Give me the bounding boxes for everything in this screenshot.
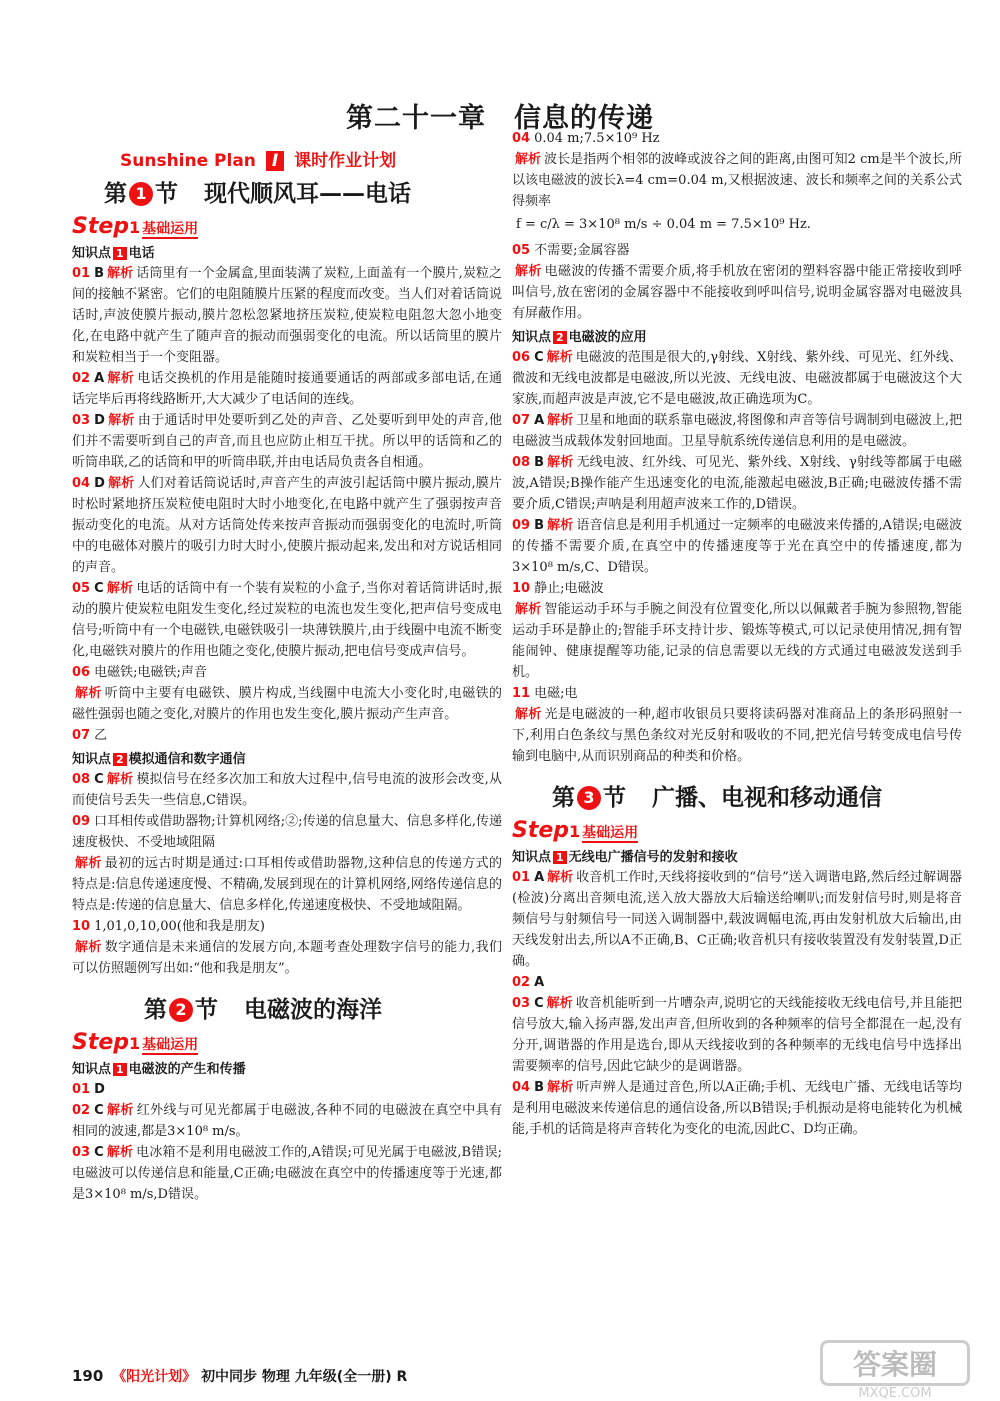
answer-item [512,867,962,972]
answer-item [512,240,962,324]
analysis-label: 解析 [547,1080,574,1095]
analysis-label: 解析 [515,152,542,167]
analysis-label: 解析 [546,996,573,1011]
frequency-formula: f = c/λ = 3×10⁸ m/s ÷ 0.04 m = 7.5×10⁹ Hz. [516,217,811,232]
step-heading [72,214,502,240]
analysis-label: 解析 [515,707,542,722]
step-num: 1 [129,1034,141,1053]
section-1-title [104,175,502,208]
analysis-label: 解析 [547,413,574,428]
q-answer: C [94,581,104,596]
q-num: 04 [512,131,531,146]
analysis-label: 解析 [75,940,102,955]
answer-item [72,662,502,725]
plan-name: Sunshine Plan [120,151,256,171]
q-answer: 口耳相传或借助器物;计算机网络;②;传递的信息量大、信息多样化,传递速度极快、不受地域阻隔 [72,814,502,850]
q-explanation: 听筒中主要有电磁铁、膜片构成,当线圈中电流大小变化时,电磁铁的磁性强弱也随之变化,对膜片的作用也发生变化,膜片振动产生声音。 [72,686,502,722]
knowledge-point [512,846,962,865]
q-answer: A [94,371,105,386]
right-column [512,128,962,1140]
q-num: 10 [512,581,531,596]
sec-pre: 第 [104,181,127,207]
q-answer: B [94,266,105,281]
q-num: 10 [72,919,91,934]
analysis-label: 解析 [107,266,134,281]
page-number: 190 [72,1367,104,1385]
analysis-label: 解析 [515,264,542,279]
q-num: 02 [72,371,91,386]
q-answer: C [94,772,104,787]
sec-num: 3 [577,786,601,810]
plan-subtitle: 课时作业计划 [294,151,397,171]
step-heading [512,818,962,844]
answer-item [72,916,502,979]
q-num: 06 [72,665,91,680]
q-explanation: 卫星和地面的联系靠电磁波,将图像和声音等信号调制到电磁波上,把电磁波当成载体发射回地面。卫星导航系统传递信息利用的是电磁波。 [512,413,962,449]
knowledge-point [512,326,962,345]
sec-title: 现代顺风耳——电话 [204,181,411,207]
q-answer: D [94,1082,105,1097]
q-explanation: 红外线与可见光都属于电磁波,各种不同的电磁波在真空中具有相同的波速,都是3×10⁸ m/s。 [72,1103,502,1139]
answer-item [72,263,502,368]
q-num: 07 [512,413,531,428]
answer-item [512,1077,962,1140]
q-explanation: 智能运动手环与手腕之间没有位置变化,所以以佩戴者手腕为参照物,智能运动手环是静止的;智能手环支持计步、锻炼等模式,可以记录使用情况,拥有智能闹钟、健康提醒等功能,记录的信息需要以无线的方式通过电磁波发送到手机。 [512,602,962,680]
sec-num: 2 [169,998,193,1022]
q-answer: 乙 [94,728,108,743]
q-num: 01 [512,870,531,885]
analysis-label: 解析 [546,350,573,365]
q-num: 05 [512,243,531,258]
q-answer: C [534,350,544,365]
q-num: 02 [72,1103,91,1118]
step-num: 1 [129,218,141,237]
kp-title: 无线电广播信号的发射和接收 [568,850,738,865]
answer-item [72,769,502,811]
q-explanation: 由于通话时甲处要听到乙处的声音、乙处要听到甲处的声音,他们并不需要听到自己的声音,而且也应防止相互干扰。所以甲的话筒和乙的听筒串联,乙的话筒和甲的听筒串联,并由电话局负责各自相通。 [72,413,502,470]
q-answer: 静止;电磁波 [534,581,604,596]
analysis-label: 解析 [106,1103,134,1118]
knowledge-point [72,242,502,261]
step-num: 1 [569,822,581,841]
step-label: 基础运用 [142,1037,199,1053]
knowledge-point [72,748,502,767]
sec-num: 1 [129,182,153,206]
q-answer: B [534,455,545,470]
analysis-label: 解析 [75,686,102,701]
q-answer: B [534,518,545,533]
q-num: 08 [512,455,531,470]
q-answer: 不需要;金属容器 [534,243,630,258]
watermark-main: 答案圈 [820,1340,970,1386]
analysis-label: 解析 [107,371,135,386]
q-explanation: 波长是指两个相邻的波峰或波谷之间的距离,由图可知2 cm是半个波长,所以该电磁波的波长λ=4 cm=0.04 m,又根据波速、波长和频率之间的关系公式得频率 [512,152,962,209]
knowledge-point [72,1058,502,1077]
analysis-label: 解析 [547,518,574,533]
kp-word: 知识点 [72,246,112,261]
q-num: 04 [72,476,91,491]
q-explanation: 电磁波的范围是很大的,γ射线、X射线、紫外线、可见光、红外线、微波和无线电波都是电磁波,所以光波、无线电波、电磁波都属于电磁波这个大家族,而超声波是声波,它不是电磁波,故正确选项为C。 [512,350,962,407]
step-label: 基础运用 [142,221,199,237]
q-explanation: 语音信息是利用手机通过一定频率的电磁波来传播的,A错误;电磁波的传播不需要介质,在真空中的传播速度等于光在真空中的传播速度,都为3×10⁸ m/s,C、D错误。 [512,518,962,575]
kp-title: 电磁波的应用 [568,330,647,345]
kp-title: 电磁波的产生和传播 [128,1062,246,1077]
q-answer: C [94,1145,104,1160]
answer-item [512,347,962,410]
q-answer: 电磁铁;电磁铁;声音 [94,665,207,680]
q-explanation: 电磁波的传播不需要介质,将手机放在密闭的塑料容器中能正常接收到呼叫信号,放在密闭的金属容器中不能接收到呼叫信号,说明金属容器对电磁波具有屏蔽作用。 [512,264,962,321]
step-word: Step [72,1030,130,1055]
q-explanation: 最初的远古时期是通过:口耳相传或借助器物,这种信息的传递方式的特点是:信息传递速度慢、不精确,发展到现在的计算机网络,网络传递信息的特点是:传递的信息量大、信息多样化,传递速度极快、不受地域阻隔。 [72,856,502,913]
q-explanation: 电冰箱不是利用电磁波工作的,A错误;可见光属于电磁波,B错误;电磁波可以传递信息和能量,C正确;电磁波在真空中的传播速度等于光速,都是3×10⁸ m/s,D错误。 [72,1145,502,1202]
q-num: 01 [72,1082,91,1097]
answer-item [72,725,502,746]
q-num: 05 [72,581,91,596]
analysis-label: 解析 [547,870,574,885]
q-num: 11 [512,686,531,701]
sec-title: 电磁波的海洋 [244,997,382,1023]
q-answer: C [94,1103,104,1118]
sec-post: 节 [155,181,178,207]
answer-item [72,1079,502,1100]
step-word: Step [72,214,130,239]
kp-title: 电话 [128,246,155,261]
q-answer: B [534,1080,545,1095]
step-label: 基础运用 [582,825,639,841]
kp-num: 1 [113,247,127,260]
q-answer: A [534,975,545,990]
q-explanation: 光是电磁波的一种,超市收银员只要将读码器对准商品上的条形码照射一下,利用白色条纹与黑色条纹对光反射和吸收的不同,把光信号转变成电信号传输到电脑中,从而识别商品的种类和价格。 [512,707,962,764]
q-num: 06 [512,350,531,365]
answer-item [72,1100,502,1142]
answer-item [512,578,962,683]
section-2-title [144,991,502,1024]
q-answer: A [534,413,545,428]
q-explanation: 话筒里有一个金属盒,里面装满了炭粒,上面盖有一个膜片,炭粒之间的接触不紧密。它们的电阻随膜片压紧的程度而改变。当人们对着话筒说话时,声波使膜片振动,膜片忽松忽紧地挤压炭粒,使炭粒电阻忽大忽小地变化,在电路中就产生了随声音的振动而强弱变化的电流。所以话筒里的膜片和炭粒相当于一个变阻器。 [72,266,502,365]
answer-item [72,1142,502,1205]
plan-logo: I [266,151,284,171]
analysis-label: 解析 [107,476,135,491]
q-num: 09 [72,814,91,829]
sec-post: 节 [603,785,626,811]
answer-item [72,811,502,916]
q-answer: D [94,413,105,428]
q-explanation: 收音机工作时,天线将接收到的“信号”送入调谐电路,然后经过解调器(检波)分离出音频电流,送入放大器放大后输送给喇叭;而发射信号时,则是将音频信号与射频信号一同送入调制器中,载波调幅电流,再由发射机放大后输出,由天线发射出去,所以A不正确,B、C正确;收音机只有接收装置没有发射装置,D正确。 [512,870,962,969]
left-column [72,142,502,1205]
q-num: 09 [512,518,531,533]
watermark-url: MXQE.COM [858,1386,932,1401]
analysis-label: 解析 [547,455,574,470]
kp-num: 2 [553,331,567,344]
chapter-title: 第二十一章 信息的传递 [346,103,654,134]
q-answer: 1,01,0,10,00(他和我是朋友) [94,919,265,934]
kp-word: 知识点 [72,1062,112,1077]
step-heading [72,1030,502,1056]
answer-item [72,473,502,578]
q-num: 02 [512,975,531,990]
analysis-label: 解析 [106,772,134,787]
q-num: 03 [72,413,91,428]
q-answer: 0.04 m;7.5×10⁹ Hz [534,131,660,146]
q-num: 07 [72,728,91,743]
q-answer: A [534,870,545,885]
q-answer: 电磁;电 [534,686,578,701]
kp-num: 1 [553,851,567,864]
analysis-label: 解析 [75,856,102,871]
step-word: Step [512,818,570,843]
answer-item [512,972,962,993]
answer-item [72,410,502,473]
answer-item [512,410,962,452]
analysis-label: 解析 [107,413,135,428]
footer-brand: 《阳光计划》 [112,1369,197,1385]
q-explanation: 听声辨人是通过音色,所以A正确;手机、无线电广播、无线电话等均是利用电磁波来传递信息的通信设备,所以B错误;手机振动是将电能转化为机械能,手机的话筒是将声音转化为变化的电流,因此C、D均正确。 [512,1080,962,1137]
analysis-label: 解析 [106,581,134,596]
answer-item [512,993,962,1077]
q-answer: C [534,996,544,1011]
plan-banner [120,146,502,171]
sec-post: 节 [195,997,218,1023]
q-num: 03 [512,996,531,1011]
kp-word: 知识点 [512,330,552,345]
kp-num: 1 [113,1063,127,1076]
page-footer [72,1366,407,1386]
answer-item [72,368,502,410]
q-explanation: 模拟信号在经多次加工和放大过程中,信号电流的波形会改变,从而使信号丢失一些信息,C错误。 [72,772,502,808]
q-explanation: 电话交换机的作用是能随时接通要通话的两部或多部电话,在通话完毕后再将线路断开,大大减少了电话间的连线。 [72,371,502,407]
sec-pre: 第 [144,997,167,1023]
kp-word: 知识点 [72,752,112,767]
q-explanation: 收音机能听到一片嘈杂声,说明它的天线能接收无线电信号,并且能把信号放大,输入扬声器,发出声音,但所收到的各种频率的信号全都混在一起,没有分开,调谐器的作用是选台,即从天线接收到的各种频率的无线电信号中选择出需要频率的信号,因此它缺少的是调谐器。 [512,996,962,1074]
sec-pre: 第 [552,785,575,811]
q-num: 04 [512,1080,531,1095]
kp-num: 2 [113,753,127,766]
q-answer: D [94,476,105,491]
footer-book-info: 初中同步 物理 九年级(全一册) R [201,1369,408,1385]
q-explanation: 电话的话筒中有一个装有炭粒的小盒子,当你对着话筒讲话时,振动的膜片使炭粒电阻发生变化,经过炭粒的电流也发生变化,把声信号变成电信号;听筒中有一个电磁铁,电磁铁吸引一块薄铁膜片,由于线圈中电流不断变化,电磁铁对膜片的作用也随之变化,使膜片振动,把电信号变成声信号。 [72,581,502,659]
analysis-label: 解析 [106,1145,134,1160]
q-num: 08 [72,772,91,787]
analysis-label: 解析 [515,602,542,617]
q-explanation: 数字通信是未来通信的发展方向,本题考查处理数字信号的能力,我们可以仿照题例写出如:“他和我是朋友”。 [72,940,502,976]
section-3-title [552,779,962,812]
q-num: 01 [72,266,91,281]
watermark-logo [820,1340,970,1401]
kp-word: 知识点 [512,850,552,865]
answer-item [512,452,962,515]
q-explanation: 无线电波、红外线、可见光、紫外线、X射线、γ射线等都属于电磁波,A错误;B操作能产生迅速变化的电流,能激起电磁波,B正确;电磁波传播不需要介质,C错误;声呐是利用超声波来工作的,D错误。 [512,455,962,512]
q-explanation: 人们对着话筒说话时,声音产生的声波引起话筒中膜片振动,膜片时松时紧地挤压炭粒使电阻时大时小地变化,在电路中就产生了强弱按声音振动变化的电流。从对方话筒处传来按声音振动而强弱变化的电流时,听筒中的电磁体对膜片的吸引力时大时小,使膜片振动起来,发出和对方说话相同的声音。 [72,476,502,575]
kp-title: 模拟通信和数字通信 [128,752,246,767]
answer-item [512,515,962,578]
answer-item [512,683,962,767]
sec-title: 广播、电视和移动通信 [652,785,882,811]
answer-item [72,578,502,662]
q-num: 03 [72,1145,91,1160]
answer-item [512,128,962,212]
